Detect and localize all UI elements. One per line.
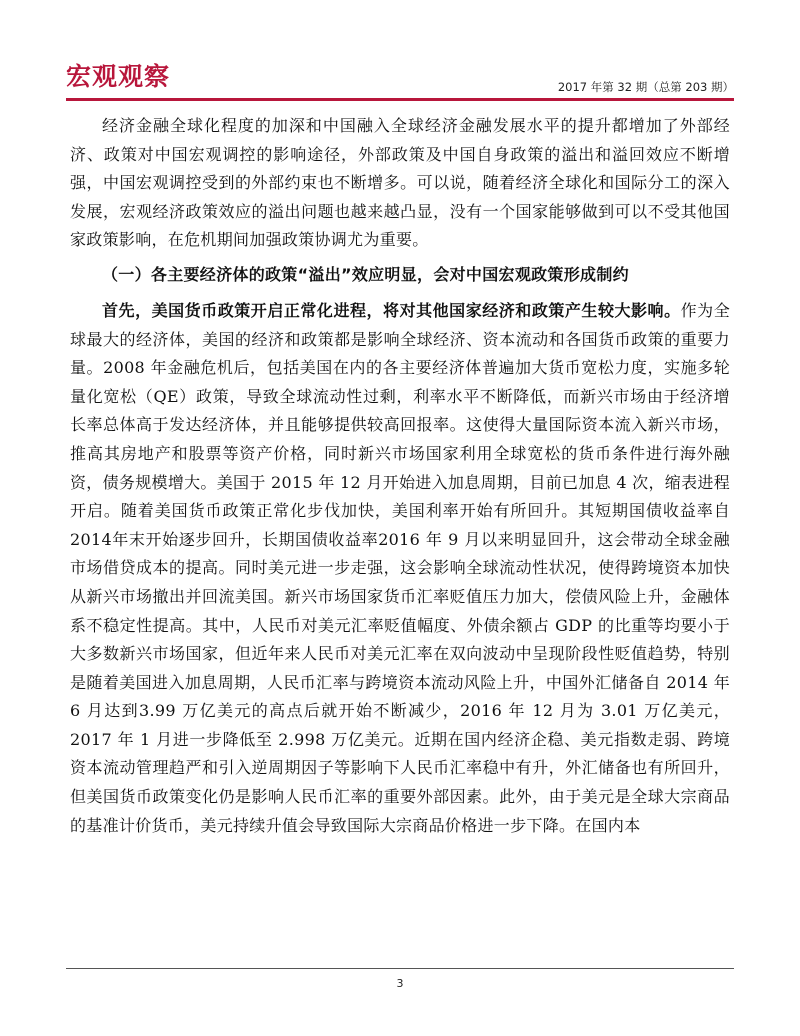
paragraph-body-text: 作为全球最大的经济体，美国的经济和政策都是影响全球经济、资本流动和各国货币政策的重要力量。2008 年金融危机后，包括美国在内的各主要经济体普遍加大货币宽松力度，实施多轮量化宽松（QE）政策，导致全球流动性过剩，利率水平不断降低，而新兴市场由于经济增长率总体高于发达经济体，并且能够提供较高回报率。这使得大量国际资本流入新兴市场，推高其房地产和股票等资产价格，同时新兴市场国家利用全球宽松的货币条件进行海外融资，债务规模增大。美国于 2015 年 12 月开始进入加息周期，目前已加息 4 次，缩表进程开启。随着美国货币政策正常化步伐加快，美国利率开始有所回升。其短期国债收益率自2014年末开始逐步回升，长期国债收益率2016 年 9 月以来明显回升，这会带动全球金融市场借贷成本的提高。同时美元进一步走强，这会影响全球流动性状况，使得跨境资本加快从新兴市场撤出并回流美国。新兴市场国家货币汇率贬值压力加大，偿债风险上升，金融体系不稳定性提高。其中，人民币对美元汇率贬值幅度、外债余额占 GDP 的比重等均要小于大多数新兴市场国家，但近年来人民币对美元汇率在双向波动中呈现阶段性贬值趋势，特别是随着美国进入加息周期，人民币汇率与跨境资本流动风险上升，中国外汇储备自 2014 年 6 月达到3.99 万亿美元的高点后就开始不断减少，2016 年 12 月为 3.01 万亿美元，2017 年 1 月进一步降低至 2.998 万亿美元。近期在国内经济企稳、美元指数走弱、跨境资本流动管理趋严和引入逆周期因子等影响下人民币汇率稳中有升，外汇储备也有所回升，但美国货币政策变化仍是影响人民币汇率的重要外部因素。此外，由于美元是全球大宗商品的基准计价货币，美元持续升值会导致国际大宗商品价格进一步下降。在国内本 <box>70 300 730 835</box>
paragraph-lead-sentence: 首先，美国货币政策开启正常化进程，将对其他国家经济和政策产生较大影响。 <box>102 300 681 320</box>
footer-divider <box>66 968 734 969</box>
header-divider <box>66 98 734 101</box>
body-paragraph <box>70 297 730 840</box>
page-number: 3 <box>396 977 404 990</box>
publication-title: 宏观观察 <box>66 62 171 91</box>
article-body <box>70 112 730 840</box>
section-heading: （一）各主要经济体的政策“溢出”效应明显，会对中国宏观政策形成制约 <box>102 264 629 284</box>
intro-paragraph: 经济金融全球化程度的加深和中国融入全球经济金融发展水平的提升都增加了外部经济、政策对中国宏观调控的影响途径，外部政策及中国自身政策的溢出和溢回效应不断增强，中国宏观调控受到的外部约束也不断增多。可以说，随着经济全球化和国际分工的深入发展，宏观经济政策效应的溢出问题也越来越凸显，没有一个国家能够做到可以不受其他国家政策影响，在危机期间加强政策协调尤为重要。 <box>70 116 730 250</box>
issue-info: 2017 年第 32 期（总第 203 期） <box>557 80 734 94</box>
